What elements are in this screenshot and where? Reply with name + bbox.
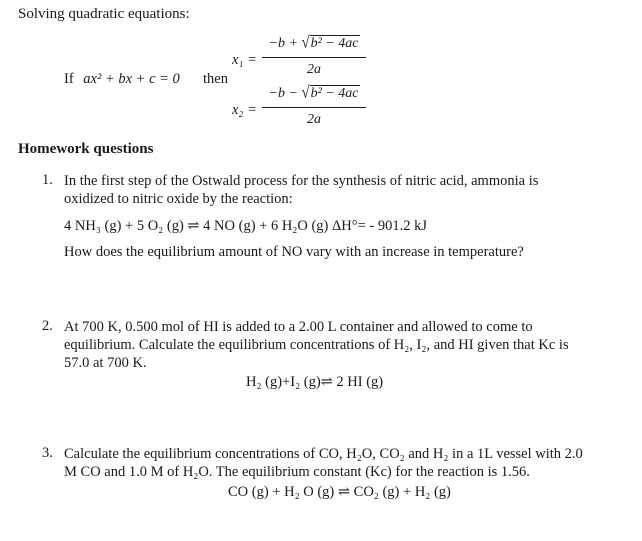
- x1-fraction: [262, 35, 366, 85]
- question-3-reaction: CO (g) + H₂ O (g) ⇌ CO₂ (g) + H₂ (g): [228, 484, 451, 500]
- x2-numerator: [262, 85, 366, 102]
- x1-denominator: 2a: [307, 62, 321, 77]
- x2-radicand: b² − 4ac: [310, 86, 359, 101]
- x2-sqrt: [301, 85, 359, 102]
- x1-radicand: b² − 4ac: [310, 36, 359, 51]
- x2-numerator-left: −b −: [268, 86, 298, 101]
- x1-sqrt: [301, 35, 359, 52]
- formula-if-label: [64, 71, 180, 88]
- page-title: Solving quadratic equations:: [18, 6, 190, 22]
- radical-sign-icon: √: [301, 33, 310, 53]
- question-3-number: 3.: [42, 445, 53, 461]
- question-1-number: 1.: [42, 172, 53, 188]
- x2-fraction: [262, 85, 366, 135]
- x1-label: x₁ =: [232, 52, 257, 68]
- x1-numerator-left: −b +: [268, 36, 298, 51]
- quadratic-equation: ax² + bx + c = 0: [83, 71, 180, 87]
- if-label: If: [64, 71, 74, 87]
- question-1-line-2: oxidized to nitric oxide by the reaction:: [64, 191, 293, 207]
- question-1-reaction: 4 NH₃ (g) + 5 O₂ (g) ⇌ 4 NO (g) + 6 H₂O (g) ΔH°= - 901.2 kJ: [64, 218, 427, 234]
- question-2-line-3: 57.0 at 700 K.: [64, 355, 147, 371]
- question-2-line-1: At 700 K, 0.500 mol of HI is added to a 2.00 L container and allowed to come to: [64, 319, 533, 335]
- question-2-reaction: H₂ (g)+I₂ (g)⇌ 2 HI (g): [246, 374, 384, 390]
- x1-numerator: [262, 35, 366, 52]
- x2-label: x₂ =: [232, 102, 257, 118]
- x1-fraction-bar: [262, 57, 366, 58]
- question-1-line-1: In the first step of the Ostwald process for the synthesis of nitric acid, ammonia is: [64, 173, 539, 189]
- radical-sign-icon: √: [301, 83, 310, 103]
- question-2-number: 2.: [42, 318, 53, 334]
- homework-heading: Homework questions: [18, 141, 154, 157]
- x2-denominator: 2a: [307, 112, 321, 127]
- question-2-line-2: equilibrium. Calculate the equilibrium concentrations of H₂, I₂, and HI given that Kc is: [64, 337, 569, 353]
- question-3-line-1: Calculate the equilibrium concentrations of CO, H₂O, CO₂ and H₂ in a 1L vessel with 2.0: [64, 446, 583, 462]
- x2-fraction-bar: [262, 107, 366, 108]
- then-label: then: [203, 71, 228, 87]
- question-1-line-3: How does the equilibrium amount of NO vary with an increase in temperature?: [64, 244, 524, 260]
- question-3-line-2: M CO and 1.0 M of H₂O. The equilibrium constant (Kc) for the reaction is 1.56.: [64, 464, 530, 480]
